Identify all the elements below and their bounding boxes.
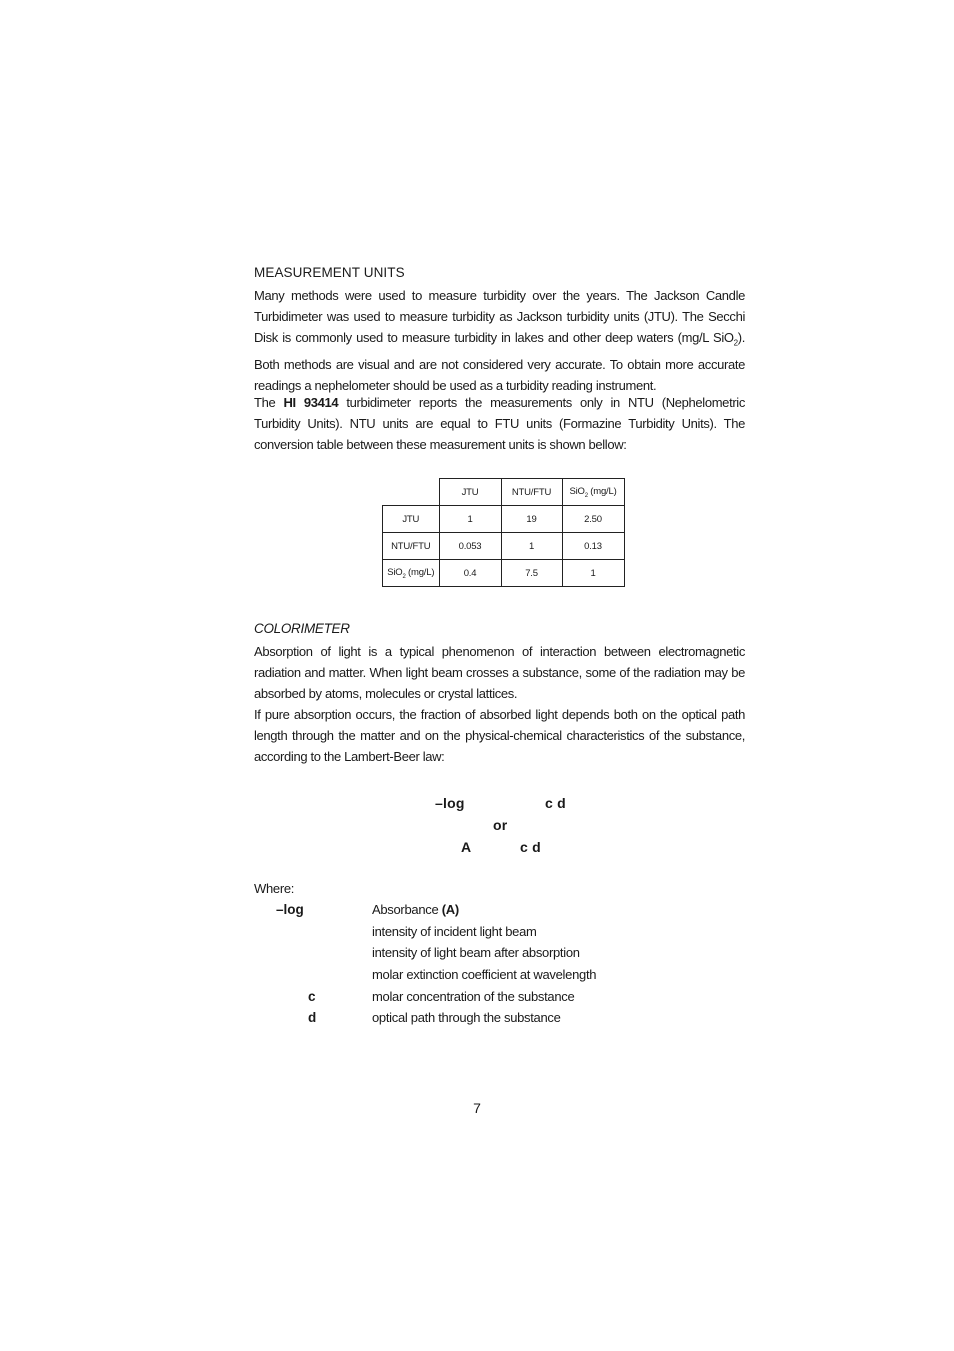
where-definition-incident: intensity of incident light beam: [372, 924, 537, 939]
conversion-table: [382, 478, 625, 587]
where-definition-extinction: molar extinction coefficient at wavelength: [372, 967, 597, 982]
table-cell: 0.13: [562, 533, 624, 560]
measurement-paragraph-2-text-a: The: [254, 395, 284, 410]
row-label-ntu-ftu: NTU/FTU: [383, 533, 440, 560]
measurement-paragraph-1-text-b: ). Both methods are visual and are not considered very accurate. To obtain more accurate readings a nephelometer should be used as a turbidity reading instrument.: [254, 330, 745, 394]
table-row: [383, 533, 625, 560]
col-header-sio2-sub: 2: [584, 492, 588, 499]
table-corner-cell: [383, 479, 440, 506]
sio2-subscript: 2: [733, 339, 738, 348]
colorimeter-paragraph-2: If pure absorption occurs, the fraction of absorbed light depends both on the optical path length through the matter and on the physical-chemical characteristics of the substance, according to the Lambert-Beer law:: [254, 707, 745, 765]
equation-cd-1: c d: [545, 795, 566, 811]
where-symbol-d: d: [308, 1010, 317, 1025]
where-symbol-c: c: [308, 989, 316, 1004]
row-label-sio2-sub: 2: [402, 573, 406, 580]
col-header-ntu-ftu: NTU/FTU: [501, 479, 562, 506]
where-definition-concentration: molar concentration of the substance: [372, 989, 575, 1004]
where-symbol-log: –log: [276, 902, 304, 917]
measurement-paragraph-1-text-a: Many methods were used to measure turbidity over the years. The Jackson Candle Turbidimeter was used to measure turbidity as Jackson turbidity units (JTU). The Secchi Disk is commonly used to measure turbidity in lakes and other deep waters (mg/L SiO: [254, 288, 745, 346]
table-cell: 19: [501, 506, 562, 533]
table-row: [383, 560, 625, 587]
table-cell: 1: [501, 533, 562, 560]
table-cell: 7.5: [501, 560, 562, 587]
table-cell: 0.053: [439, 533, 501, 560]
where-definition-path: optical path through the substance: [372, 1010, 561, 1025]
colorimeter-paragraph-1: Absorption of light is a typical phenomenon of interaction between electromagnetic radiation and matter. When light beam crosses a substance, some of the radiation may be absorbed by atoms, molecules or crystal lattices.: [254, 644, 745, 702]
table-cell: 1: [562, 560, 624, 587]
table-cell: 0.4: [439, 560, 501, 587]
row-label-sio2-unit: (mg/L): [405, 566, 435, 578]
measurement-paragraph-2-text-b: turbidimeter reports the measurements only in NTU (Nephelometric Turbidity Units). NTU units are equal to FTU units (Formazine Turbidity Units). The conversion table between these measurement units is shown bellow:: [254, 395, 745, 453]
row-label-sio2-text: SiO: [387, 566, 403, 578]
page-number: 7: [473, 1100, 481, 1116]
row-label-sio2: [383, 560, 440, 587]
absorbance-symbol: (A): [441, 902, 459, 917]
measurement-paragraph-2: [254, 392, 745, 456]
measurement-paragraph-1: [254, 285, 745, 397]
colorimeter-heading: COLORIMETER: [254, 621, 350, 636]
col-header-sio2-unit: (mg/L): [587, 485, 617, 497]
equation-log: –log: [435, 795, 465, 811]
table-header-row: [383, 479, 625, 506]
measurement-units-heading: MEASUREMENT UNITS: [254, 265, 405, 280]
absorbance-text: Absorbance: [372, 902, 442, 917]
table-row: [383, 506, 625, 533]
col-header-sio2: [562, 479, 624, 506]
where-label: Where:: [254, 881, 295, 896]
equation-a: A: [461, 839, 472, 855]
where-definition-absorbance: [372, 902, 459, 917]
where-definition-transmitted: intensity of light beam after absorption: [372, 945, 580, 960]
col-header-sio2-text: SiO: [569, 485, 585, 497]
col-header-jtu: JTU: [439, 479, 501, 506]
model-name: HI 93414: [283, 395, 339, 410]
table-cell: 1: [439, 506, 501, 533]
row-label-jtu: JTU: [383, 506, 440, 533]
equation-or: or: [493, 817, 508, 833]
equation-cd-2: c d: [520, 839, 541, 855]
table-cell: 2.50: [562, 506, 624, 533]
